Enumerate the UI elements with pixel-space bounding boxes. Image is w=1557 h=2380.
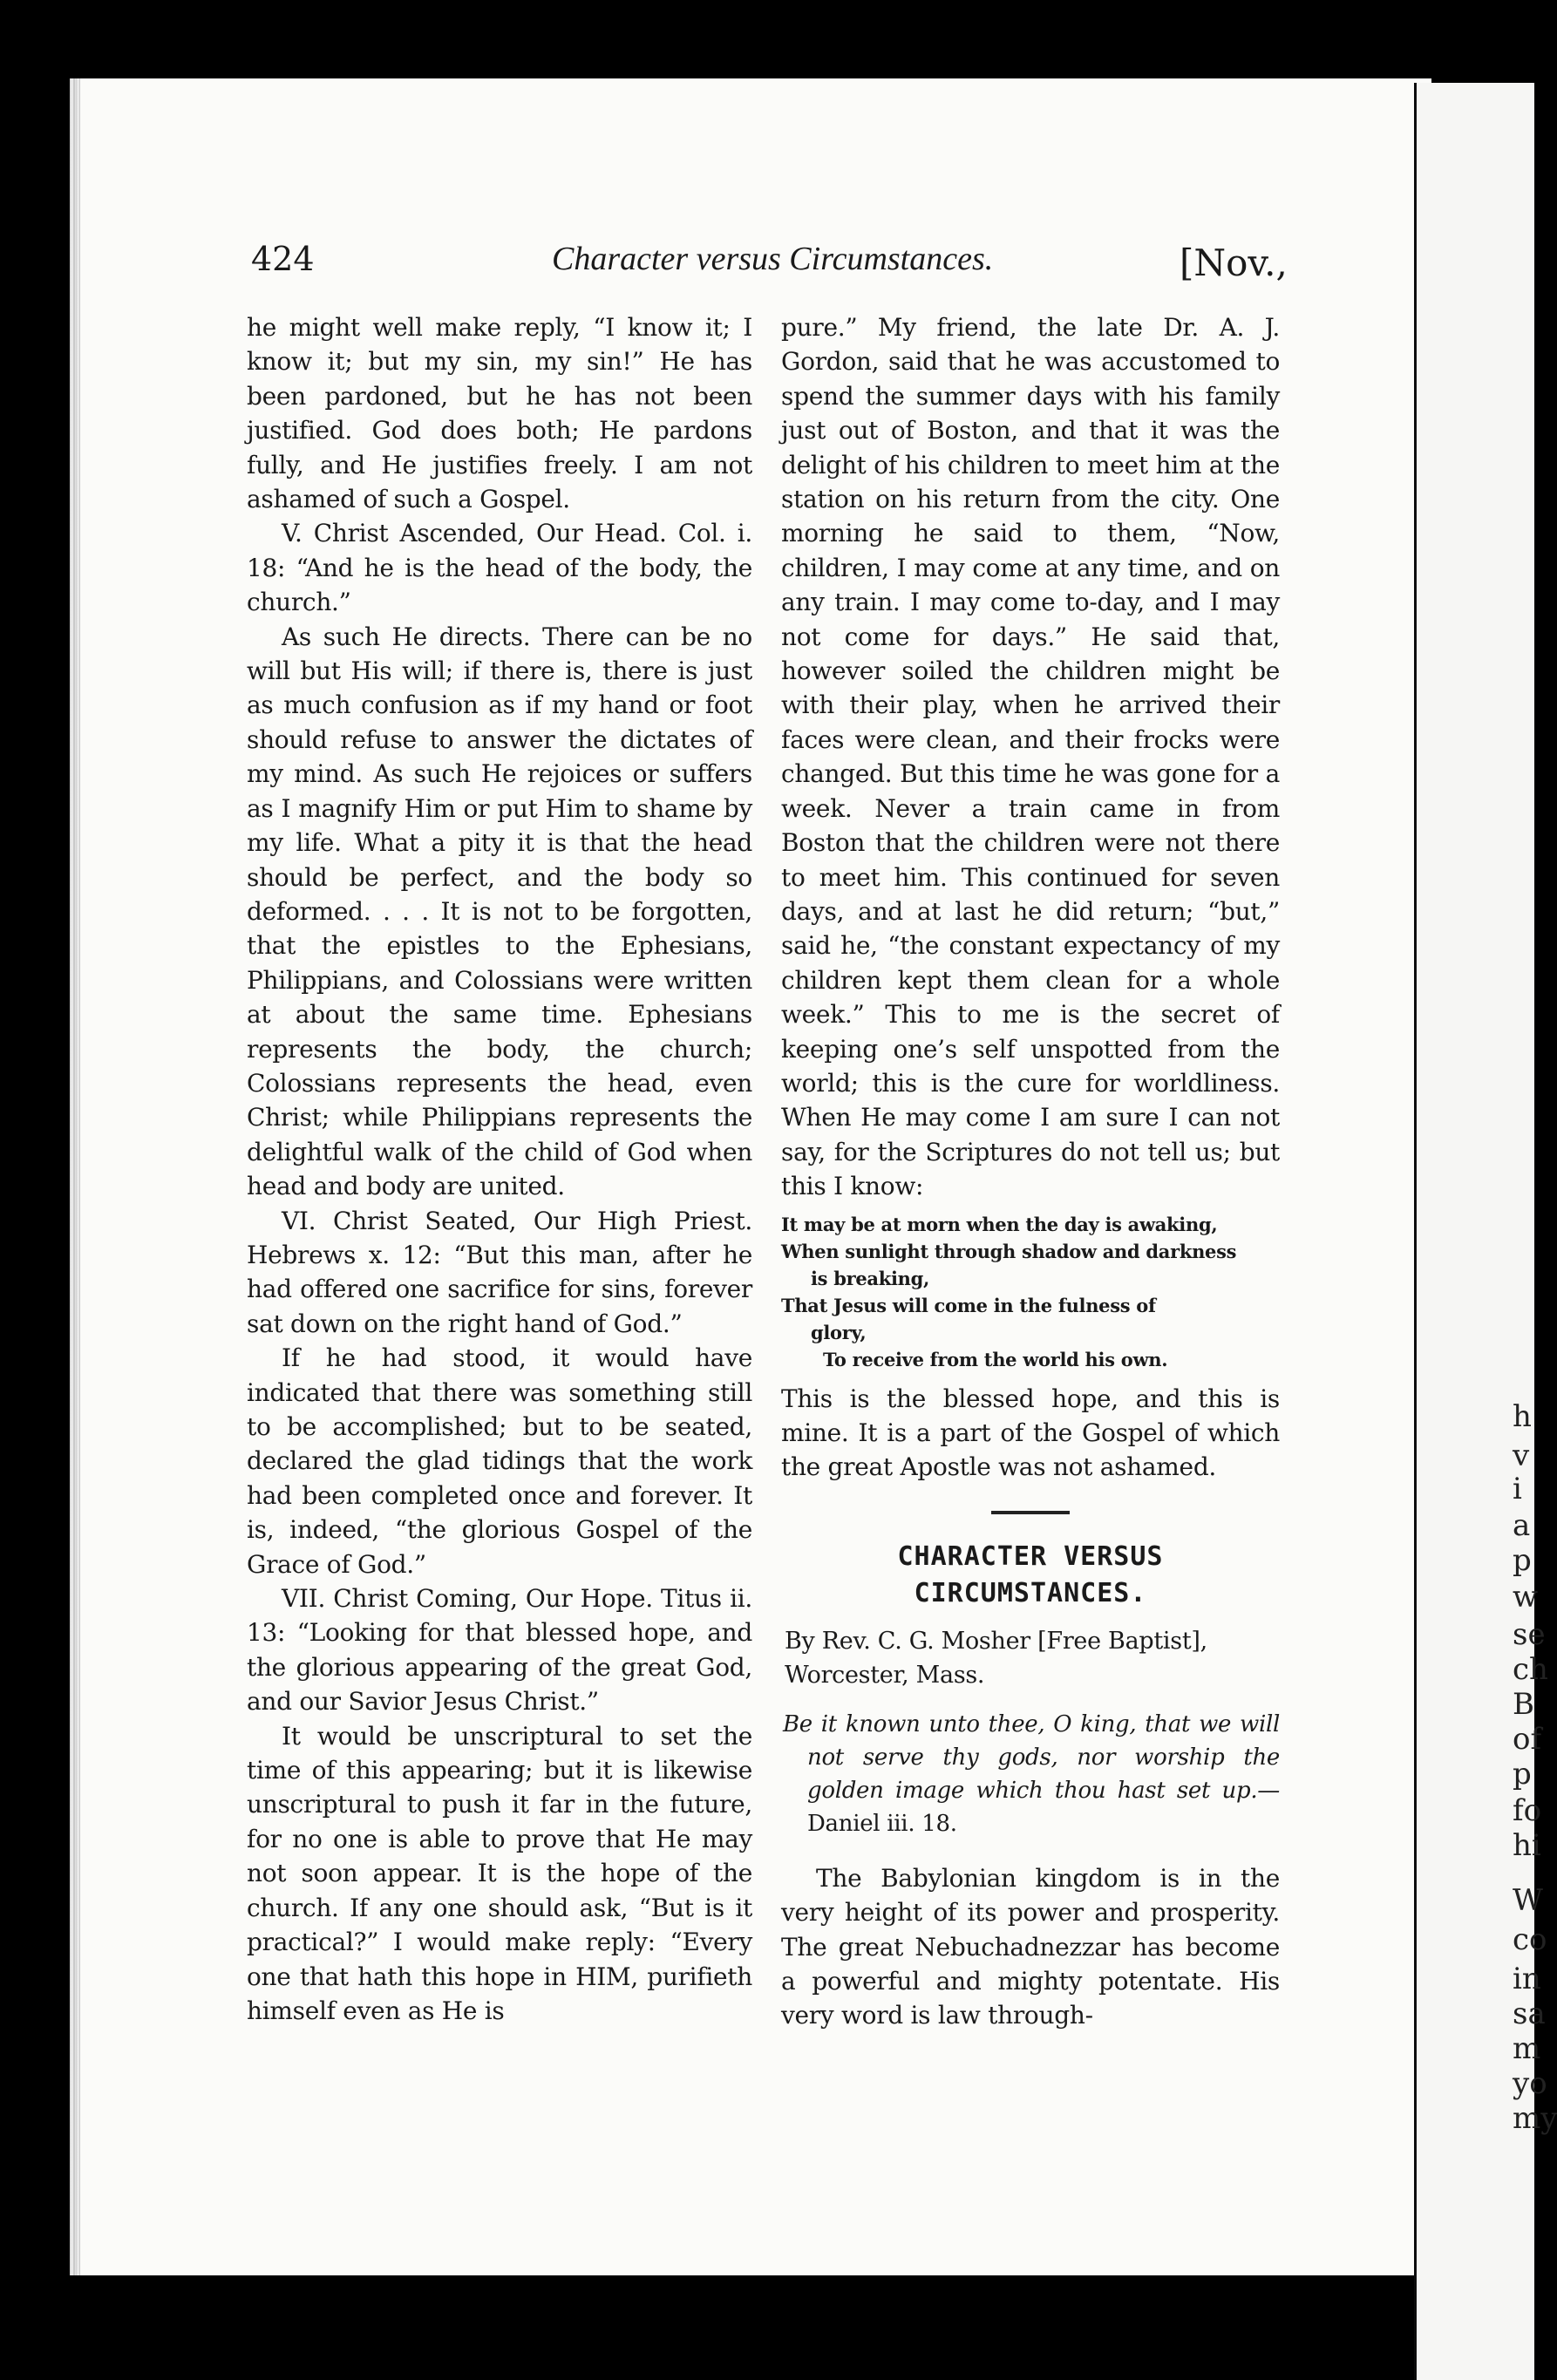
issue-month: [Nov.,	[1180, 241, 1288, 284]
facing-page-fragment: fo	[1513, 1793, 1542, 1828]
facing-page-fragment: yo	[1513, 2066, 1547, 2101]
epigraph	[781, 1708, 1280, 1840]
facing-page-fragment: a	[1513, 1508, 1531, 1543]
epigraph-reference: Daniel iii. 18.	[807, 1810, 957, 1837]
facing-page-fragment: h	[1513, 1399, 1532, 1434]
paragraph: This is the blessed hope, and this is mine. It is a part of the Gospel of which the great Apostle was not ashamed.	[781, 1384, 1280, 1482]
page-number: 424	[251, 240, 315, 278]
facing-page-fragment: hi	[1513, 1828, 1541, 1863]
paragraph: As such He directs. There can be no will but His will; if there is, there is just as much confusion as if my hand or foot should refuse to answer the dictates of my mind. As such He rejoices or suffers as I magnify Him or put Him to shame by my life. What a pity it is that the head should be perfect, and the body so deformed. . . . It is not to be forgotten, that the epistles to the Ephesians, Philippians, and Colossians were written at about the same time. Ephesians represents the body, the church; Colossians represents the head, even Christ; while Philippians represents the delightful walk of the child of God when head and body are united.	[247, 622, 752, 1201]
paragraph: It would be unscriptural to set the time of this appearing; but it is likewise unscriptural to push it far in the future, for no one is able to prove that He may not soon appear. It is the hope of the church. If any one should ask, “But is it practical?” I would make reply: “Every one that hath this hope in HIM, purifieth himself even as He is	[247, 1721, 752, 2025]
facing-page-fragment: in	[1513, 1962, 1541, 1996]
section-heading-vi: VI. Christ Seated, Our High Priest. Hebrews x. 12: “But this man, after he had offered one sacrifice for sins, forever sat down on the right hand of God.”	[247, 1206, 752, 1338]
facing-page-fragment: sa	[1513, 1996, 1546, 2031]
facing-page-fragment: W	[1513, 1883, 1543, 1918]
running-title: Character versus Circumstances.	[552, 241, 994, 277]
paragraph: pure.” My friend, the late Dr. A. J. Gordon, said that he was accustomed to spend the summer days with his family just out of Boston, and that it was the delight of his children to meet him at the station on his return from the city. One morning he said to them, “Now, children, I may come at any time, and on any train. I may come to-day, and I may not come for days.” He said that, however soiled the children might be with their play, when he arrived their faces were clean, and their frocks were changed. But this time he was gone for a week. Never a train came in from Boston that the children were not there to meet him. This continued for seven days, and at last he did return; “but,” said he, “the constant expectancy of my children kept them clean for a whole week.” This to me is the secret of keeping one’s self unspotted from the world; this is the cure for worldliness. When He may come I am sure I can not say, for the Scriptures do not tell us; but this I know:	[781, 313, 1280, 1201]
paragraph: If he had stood, it would have indicated that there was something still to be accomplished; but to be seated, declared the glad tidings that the work had been completed once and forever. It is, indeed, “the glorious Gospel of the Grace of God.”	[247, 1343, 752, 1579]
poem-line: It may be at morn when the day is awaking,	[781, 1213, 1218, 1235]
section-divider	[991, 1511, 1070, 1514]
facing-page-fragment: my	[1513, 2101, 1557, 2136]
facing-page-fragment: se	[1513, 1617, 1546, 1652]
facing-page-fragment: ch	[1513, 1652, 1548, 1687]
paragraph: The Babylonian kingdom is in the very height of its power and prosperity. The great Nebuchadnezzar has become a powerful and mighty potentate. His very word is law through-	[781, 1863, 1280, 2030]
page-header	[251, 240, 1341, 292]
facing-page-fragment: p	[1513, 1757, 1532, 1792]
article-title: CHARACTER VERSUS CIRCUMSTANCES.	[897, 1540, 1164, 1608]
right-column	[781, 310, 1280, 2033]
poem-line: is breaking,	[811, 1267, 930, 1289]
poem-line: To receive from the world his own.	[823, 1348, 1168, 1370]
poem-line: That Jesus will come in the fulness of	[781, 1294, 1156, 1316]
facing-page-fragment: v	[1513, 1438, 1530, 1473]
section-heading-v: V. Christ Ascended, Our Head. Col. i. 18: “And he is the head of the body, the church.”	[247, 519, 752, 617]
byline: By Rev. C. G. Mosher [Free Baptist], Worcester, Mass.	[785, 1627, 1207, 1689]
facing-page-fragment: B	[1513, 1687, 1534, 1722]
section-heading-vii: VII. Christ Coming, Our Hope. Titus ii. 13: “Looking for that blessed hope, and the glorious appearing of the great God, and our Savior Jesus Christ.”	[247, 1584, 752, 1717]
facing-page-fragment: p	[1513, 1543, 1532, 1578]
poem-line: When sunlight through shadow and darkness	[781, 1240, 1237, 1262]
facing-page-fragment: w	[1513, 1580, 1539, 1615]
left-column	[247, 310, 752, 2028]
facing-page-fragment: i	[1513, 1472, 1522, 1506]
facing-page-fragment: of	[1513, 1722, 1542, 1757]
paragraph: he might well make reply, “I know it; I know it; but my sin, my sin!” He has been pardoned, but he has not been justified. God does both; He pardons fully, and He justifies freely. I am not ashamed of such a Gospel.	[247, 313, 752, 514]
facing-page-fragment: m	[1513, 2031, 1541, 2066]
epigraph-text: Be it known unto thee, O king, that we will not serve thy gods, nor worship the golden image which thou hast set up.—	[783, 1710, 1280, 1804]
facing-page-fragment: co	[1513, 1922, 1547, 1957]
poem-line: glory,	[811, 1321, 867, 1343]
poem	[781, 1211, 1280, 1373]
